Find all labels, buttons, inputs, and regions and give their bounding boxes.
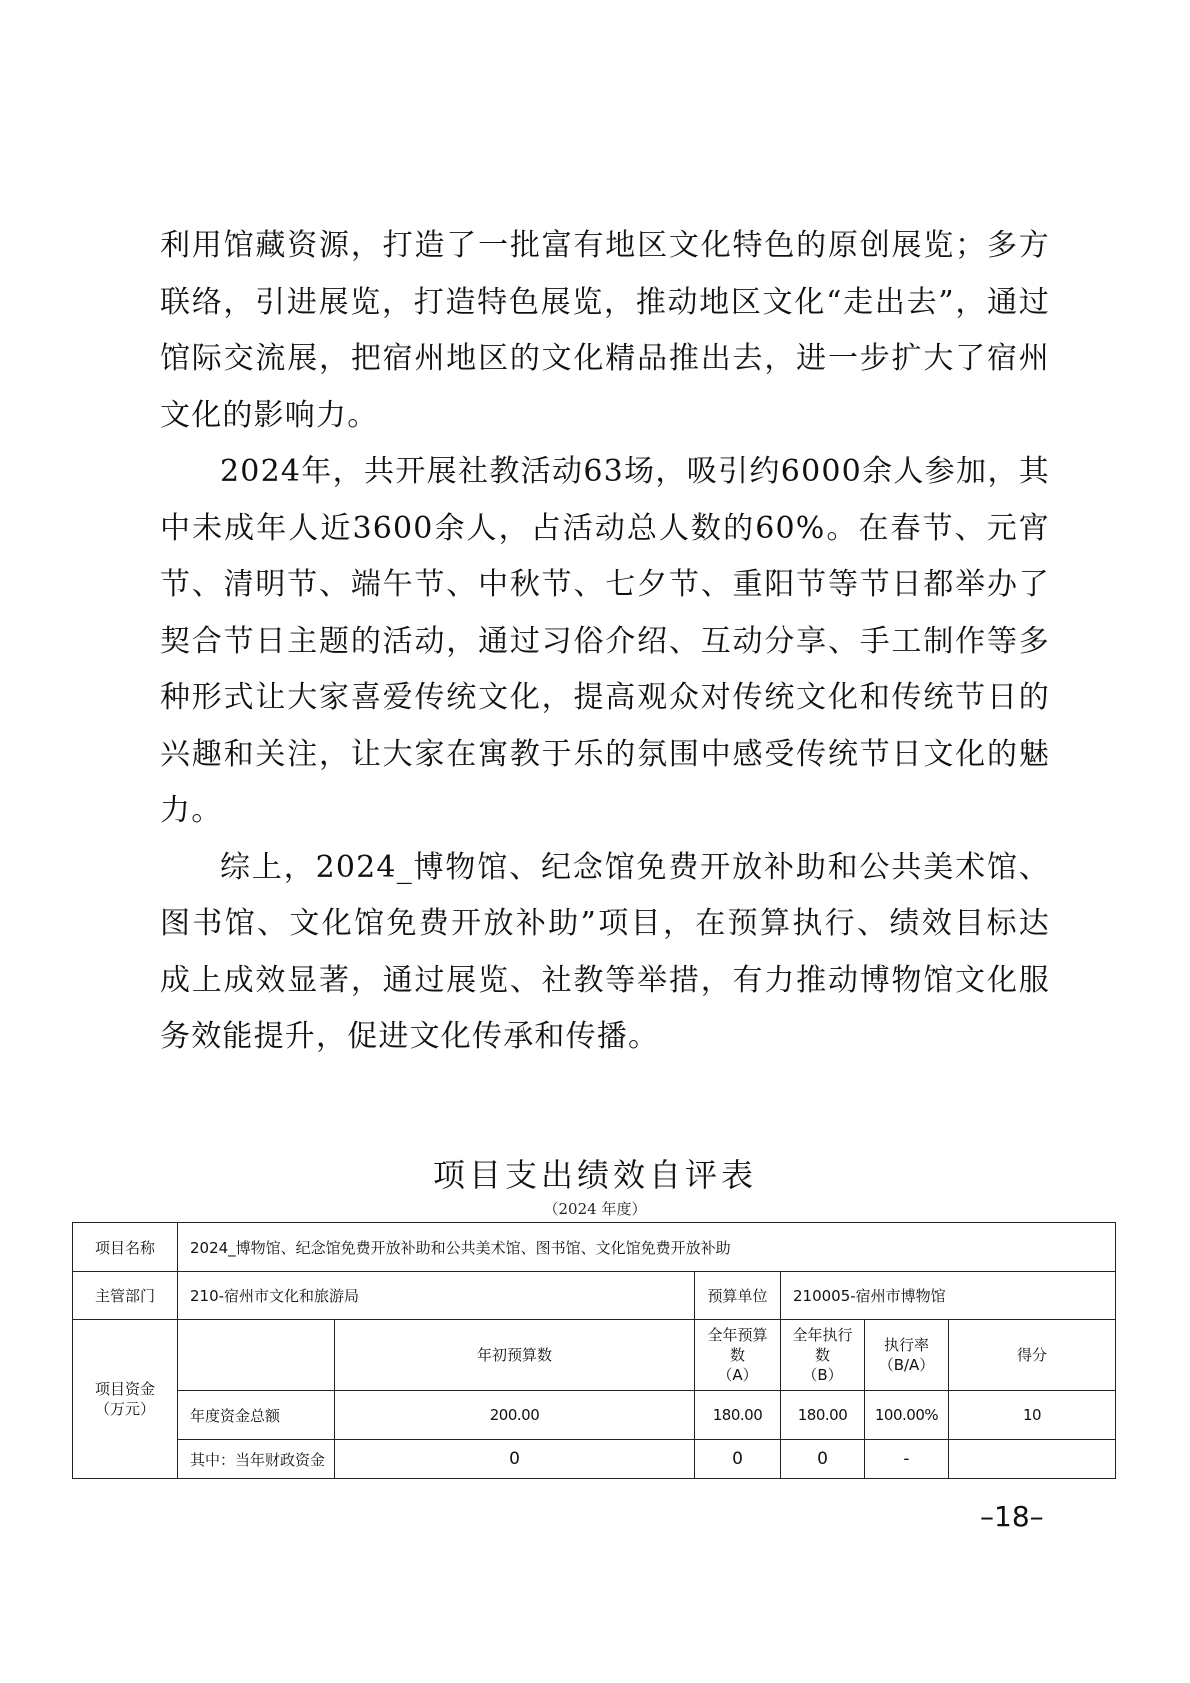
dept-value: 210-宿州市文化和旅游局	[178, 1272, 695, 1320]
header-empty	[178, 1320, 335, 1391]
row-annual-exec: 0	[781, 1440, 865, 1479]
header-initial-budget: 年初预算数	[335, 1320, 695, 1391]
header-score: 得分	[949, 1320, 1116, 1391]
table-row	[73, 1440, 1116, 1479]
row-label: 其中：当年财政资金	[178, 1440, 335, 1479]
header-annual-exec-l1: 全年执行	[792, 1326, 853, 1344]
project-name-value: 2024_博物馆、纪念馆免费开放补助和公共美术馆、图书馆、文化馆免费开放补助	[178, 1223, 1116, 1272]
unit-value: 210005-宿州市博物馆	[781, 1272, 1116, 1320]
row-annual-budget: 180.00	[695, 1391, 781, 1440]
body-text	[160, 218, 1050, 1066]
dept-label: 主管部门	[73, 1272, 178, 1320]
unit-label: 预算单位	[695, 1272, 781, 1320]
header-annual-budget	[695, 1320, 781, 1391]
row-annual-exec: 180.00	[781, 1391, 865, 1440]
header-annual-budget-l3: （A）	[717, 1366, 758, 1384]
funds-label	[73, 1320, 178, 1479]
row-rate: 100.00%	[865, 1391, 949, 1440]
header-annual-exec-l3: （B）	[802, 1366, 843, 1384]
table-row-project-name	[73, 1223, 1116, 1272]
performance-table	[72, 1222, 1116, 1479]
table-row-department	[73, 1272, 1116, 1320]
row-initial: 0	[335, 1440, 695, 1479]
row-label: 年度资金总额	[178, 1391, 335, 1440]
header-exec-rate-l1: 执行率	[883, 1336, 929, 1354]
header-exec-rate	[865, 1320, 949, 1391]
row-annual-budget: 0	[695, 1440, 781, 1479]
funds-label-line2: （万元）	[94, 1400, 155, 1418]
table-subtitle: （2024 年度）	[543, 1200, 647, 1218]
header-annual-budget-l2: 数	[729, 1346, 745, 1364]
paragraph-3: 综上，2024_博物馆、纪念馆免费开放补助和公共美术馆、图书馆、文化馆免费开放补助”项目，在预算执行、绩效目标达成上成效显著，通过展览、社教等举措，有力推动博物馆文化服务效能提升，促进文化传承和传播。	[160, 849, 1050, 1054]
row-rate: -	[865, 1440, 949, 1479]
header-exec-rate-l2: （B/A）	[878, 1356, 935, 1374]
row-initial: 200.00	[335, 1391, 695, 1440]
table-title: 项目支出绩效自评表	[432, 1156, 757, 1194]
header-annual-budget-l1: 全年预算	[707, 1326, 768, 1344]
paragraph-2: 2024年，共开展社教活动63场，吸引约6000余人参加，其中未成年人近3600余人，占活动总人数的60%。在春节、元宵节、清明节、端午节、中秋节、七夕节、重阳节等节日都举办了契合节日主题的活动，通过习俗介绍、互动分享、手工制作等多种形式让大家喜爱传统文化，提高观众对传统文化和传统节日的兴趣和关注，让大家在寓教于乐的氛围中感受传统节日文化的魅力。	[160, 454, 1050, 828]
table-row	[73, 1391, 1116, 1440]
paragraph-1: 利用馆藏资源，打造了一批富有地区文化特色的原创展览；多方联络，引进展览，打造特色展览，推动地区文化“走出去”，通过馆际交流展，把宿州地区的文化精品推出去，进一步扩大了宿州文化的影响力。	[160, 228, 1050, 433]
header-annual-exec	[781, 1320, 865, 1391]
page-number: –18–	[980, 1500, 1044, 1533]
funds-label-line1: 项目资金	[94, 1380, 155, 1398]
row-score	[949, 1440, 1116, 1479]
header-annual-exec-l2: 数	[814, 1346, 830, 1364]
project-name-label: 项目名称	[73, 1223, 178, 1272]
row-score: 10	[949, 1391, 1116, 1440]
table-row-headers	[73, 1320, 1116, 1391]
